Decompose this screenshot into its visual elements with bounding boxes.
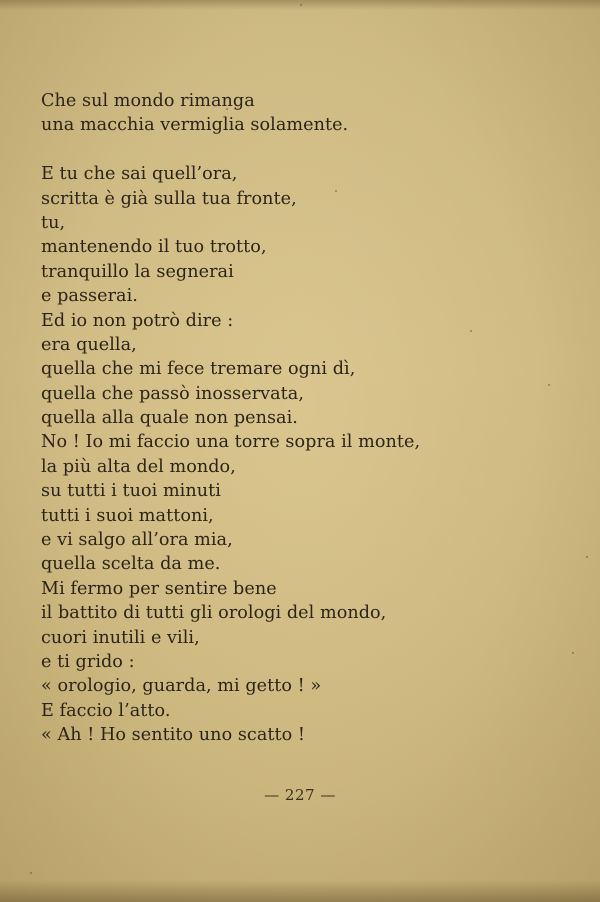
paper-speck xyxy=(572,652,574,654)
paper-speck xyxy=(226,108,228,110)
poem-line: cuori inutili e vili, xyxy=(41,627,200,648)
poem-line: era quella, xyxy=(41,334,137,355)
poem-line: quella che mi fece tremare ogni dì, xyxy=(41,359,356,380)
paper-speck xyxy=(300,4,302,6)
poem-line: E tu che sai quell’ora, xyxy=(41,164,238,185)
paper-speck xyxy=(335,190,337,192)
poem-line: quella che passò inosservata, xyxy=(41,383,304,404)
poem-line: e ti grido : xyxy=(41,651,135,672)
poem-line: scritta è già sulla tua fronte, xyxy=(41,188,297,209)
poem-line: Mi fermo per sentire bene xyxy=(41,578,277,599)
poem-line: « orologio, guarda, mi getto ! » xyxy=(41,676,322,697)
poem-line: « Ah ! Ho sentito uno scatto ! xyxy=(41,725,306,746)
poem-text xyxy=(41,89,561,748)
poem-line: No ! Io mi faccio una torre sopra il monte, xyxy=(41,432,421,453)
poem-line: quella alla quale non pensai. xyxy=(41,408,298,429)
paper-speck xyxy=(470,330,472,332)
poem-line: il battito di tutti gli orologi del mondo, xyxy=(41,603,387,624)
page-number: — 227 — xyxy=(264,786,336,804)
paper-speck xyxy=(548,384,550,386)
poem-line: Ed io non potrò dire : xyxy=(41,310,234,331)
poem-line: su tutti i tuoi minuti xyxy=(41,481,221,502)
stanza-break xyxy=(41,138,561,162)
poem-line: una macchia vermiglia solamente. xyxy=(41,115,349,136)
poem-line: mantenendo il tuo trotto, xyxy=(41,237,267,258)
poem-line: e vi salgo all’ora mia, xyxy=(41,530,233,551)
poem-line: tranquillo la segnerai xyxy=(41,261,234,282)
poem-line: la più alta del mondo, xyxy=(41,456,236,477)
paper-speck xyxy=(586,556,588,558)
poem-line: tu, xyxy=(41,212,66,233)
poem-line: quella scelta da me. xyxy=(41,554,221,575)
poem-line: E faccio l’atto. xyxy=(41,700,171,721)
poem-line: tutti i suoi mattoni, xyxy=(41,505,214,526)
poem-line: Che sul mondo rimanga xyxy=(41,91,255,111)
paper-speck xyxy=(30,872,32,874)
poem-line: e passerai. xyxy=(41,286,138,307)
